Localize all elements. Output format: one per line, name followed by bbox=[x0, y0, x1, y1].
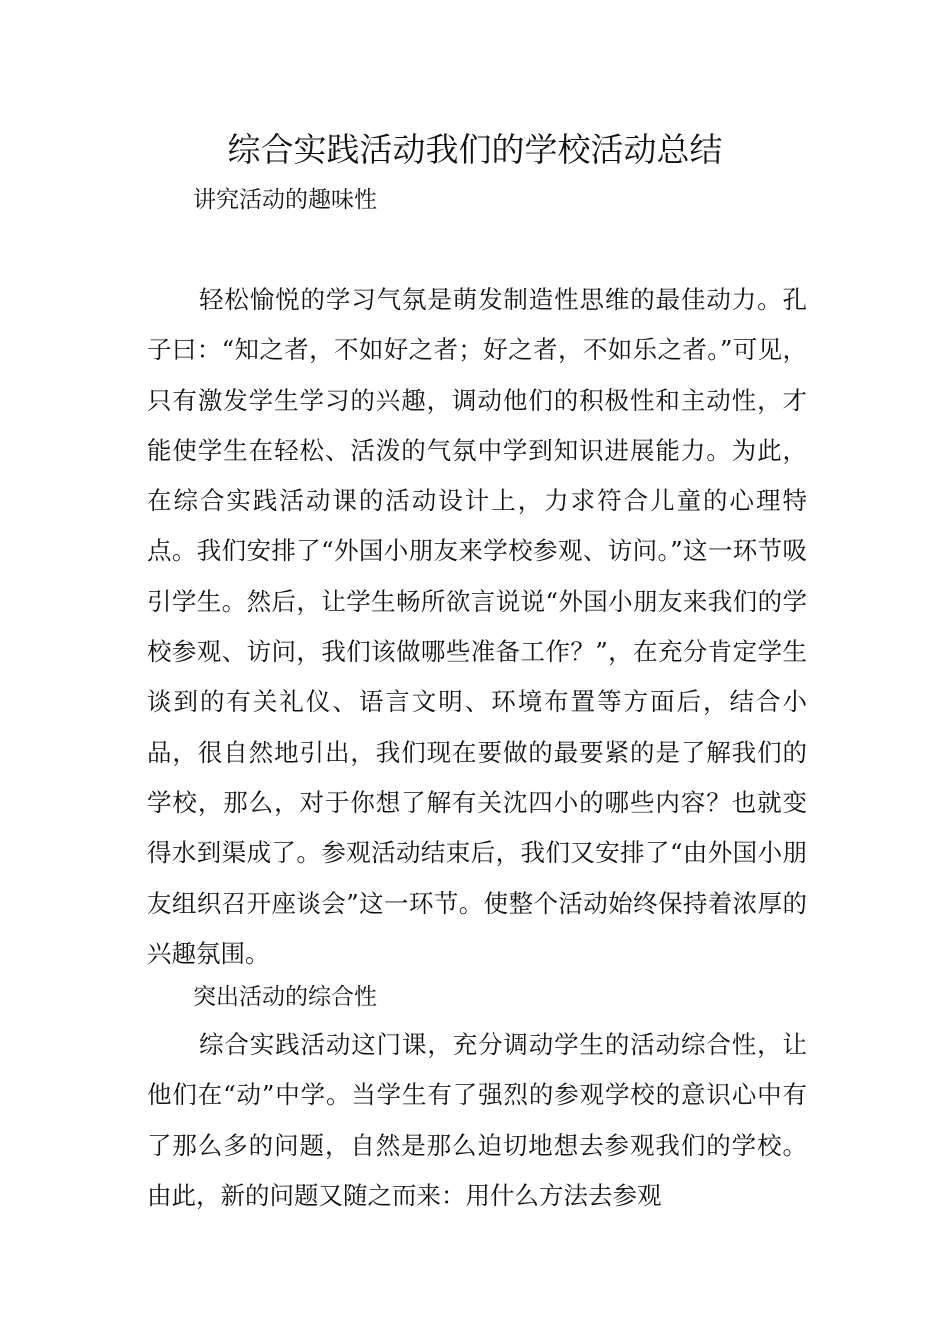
section-heading-comprehensive: 突出活动的综合性 bbox=[193, 984, 377, 1010]
document-title: 综合实践活动我们的学校活动总结 bbox=[227, 130, 723, 169]
section-paragraph-fun: 轻松愉悦的学习气氛是萌发制造性思维的最佳动力。孔子曰：“知之者，不如好之者；好之者，不如乐之者。”可见，只有激发学生学习的兴趣，调动他们的积极性和主动性，才能使学生在轻松、活泼的气氛中学到知识进展能力。为此，在综合实践活动课的活动设计上，力求符合儿童的心理特点。我们安排了“外国小朋友来学校参观、访问。”这一环节吸引学生。然后，让学生畅所欲言说说“外国小朋友来我们的学校参观、访问，我们该做哪些准备工作？”，在充分肯定学生谈到的有关礼仪、语言文明、环境布置等方面后，结合小品，很自然地引出，我们现在要做的最要紧的是了解我们的学校，那么，对于你想了解有关沈四小的哪些内容？也就变得水到渠成了。参观活动结束后，我们又安排了“由外国小朋友组织召开座谈会”这一环节。使整个活动始终保持着浓厚的兴趣氛围。 bbox=[147, 285, 807, 968]
section-heading-fun: 讲究活动的趣味性 bbox=[193, 187, 377, 213]
section-paragraph-comprehensive: 综合实践活动这门课，充分调动学生的活动综合性，让他们在“动”中学。当学生有了强烈的参观学校的意识心中有了那么多的问题，自然是那么迫切地想去参观我们的学校。由此，新的问题又随之而来：用什么方法去参观 bbox=[147, 1030, 807, 1210]
